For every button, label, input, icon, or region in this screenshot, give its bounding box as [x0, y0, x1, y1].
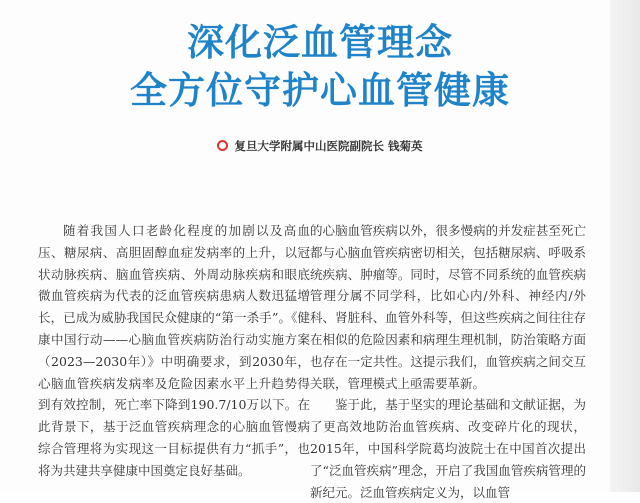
right-paragraph-2: 鉴于此，基于坚实的理论基础和文献证据，为了更高效地防治血管疾病、改变碎片化的现状，2015年，中国科学院葛均波院士在中国首次提出了“泛血管疾病”理念，开启了我国血管疾病管理的新纪元。泛血管疾病定义为，以血管 — [310, 397, 586, 500]
author-text: 复旦大学附属中山医院副院长 钱菊英 — [234, 139, 423, 153]
bullet-ring-icon — [217, 140, 228, 151]
article-title-line2: 全方位守护心血管健康 — [130, 69, 510, 112]
article-title-line1: 深化泛血管理念 — [187, 21, 453, 64]
page-edge-shadow — [610, 0, 640, 492]
author-byline — [0, 138, 640, 154]
right-column — [310, 220, 586, 503]
left-paragraph: 随着我国人口老龄化程度的加剧以及高血压、糖尿病、高胆固醇血症发病率的上升，以冠状动脉疾病、脑血管疾病、外周动脉疾病和眼底微血管疾病为代表的泛血管疾病患病人数迅猛增长，已成为威胁我国民众健康的“第一杀手”。《健康中国行动——心脑血管疾病防治行动实施方案（2023—2030年）》中明确要求，到2030年，心脑血管疾病发病率及危险因素水平上升趋势得到有效控制，死亡率下降到190.7/10万以下。在此背景下，基于泛血管疾病理念的心脑血管慢病综合管理将为实现这一目标提供有力“抓手”，也将为共建共享健康中国奠定良好基础。 — [38, 223, 310, 478]
left-column — [38, 220, 310, 482]
right-paragraph-1: 的心脑血管疾病以外，很多慢病的并发症甚至死亡都与心脑血管疾病密切相关，包括糖尿病、呼吸系统疾病、肿瘤等。同时，尽管不同系统的血管疾病管理分属不同学科，比如心内/外科、神经内/外科、肾脏科、血管外科等，但这些疾病之间往往存在相似的危险因素和病理生理机制，防治策略方面也存在一定共性。这提示我们，血管疾病之间交互关联，管理模式上亟需要革新。 — [310, 223, 586, 391]
